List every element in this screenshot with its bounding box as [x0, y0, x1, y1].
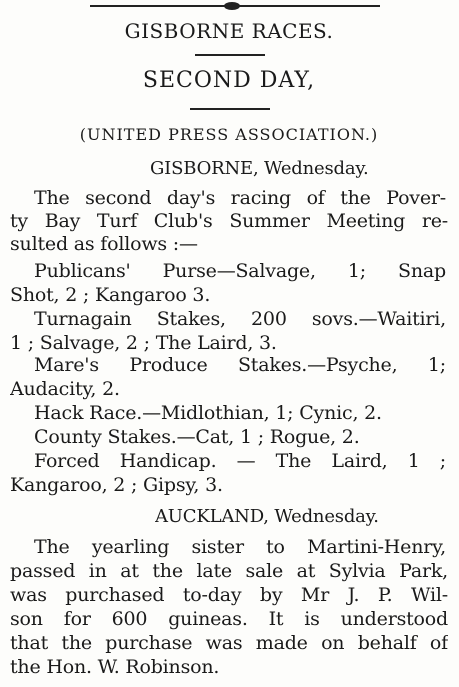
- dateline-gisborne: GISBORNE, Wednesday.: [150, 158, 369, 179]
- dateline-auckland: AUCKLAND, Wednesday.: [155, 506, 379, 527]
- paragraph-line: sulted as follows :—: [10, 233, 198, 255]
- divider-rule: [195, 54, 265, 56]
- result-line: Hack Race.—Midlothian, 1; Cynic, 2.: [34, 402, 382, 424]
- result-line: County Stakes.—Cat, 1 ; Rogue, 2.: [34, 426, 360, 448]
- result-line: Kangaroo, 2 ; Gipsy, 3.: [10, 474, 223, 496]
- result-line: Mare's Produce Stakes.—Psyche, 1;: [34, 354, 446, 376]
- paragraph-line: was purchased to-day by Mr J. P. Wil-: [10, 584, 448, 606]
- result-line: Audacity, 2.: [10, 378, 120, 400]
- result-line: Shot, 2 ; Kangaroo 3.: [10, 284, 211, 306]
- paragraph-line: the Hon. W. Robinson.: [10, 656, 220, 678]
- paragraph-line: son for 600 guineas. It is understood: [10, 608, 448, 630]
- divider-rule: [190, 108, 270, 110]
- agency-credit: (UNITED PRESS ASSOCIATION.): [79, 125, 379, 144]
- result-line: Turnagain Stakes, 200 sovs.—Waitiri,: [34, 308, 446, 330]
- paragraph-line: ty Bay Turf Club's Summer Meeting re-: [10, 210, 448, 232]
- result-line: Publicans' Purse—Salvage, 1; Snap: [34, 260, 446, 282]
- paragraph-line: The second day's racing of the Pover-: [34, 187, 446, 209]
- paragraph-line: that the purchase was made on behalf of: [10, 632, 448, 654]
- article-subheading: SECOND DAY,: [142, 70, 316, 92]
- result-line: Forced Handicap. — The Laird, 1 ;: [34, 450, 446, 472]
- paragraph-line: passed in at the late sale at Sylvia Park,: [10, 560, 448, 582]
- result-line: 1 ; Salvage, 2 ; The Laird, 3.: [10, 332, 277, 354]
- article-heading: GISBORNE RACES.: [124, 20, 334, 42]
- top-ornament-rule: [0, 0, 459, 12]
- paragraph-line: The yearling sister to Martini-Henry,: [34, 536, 446, 558]
